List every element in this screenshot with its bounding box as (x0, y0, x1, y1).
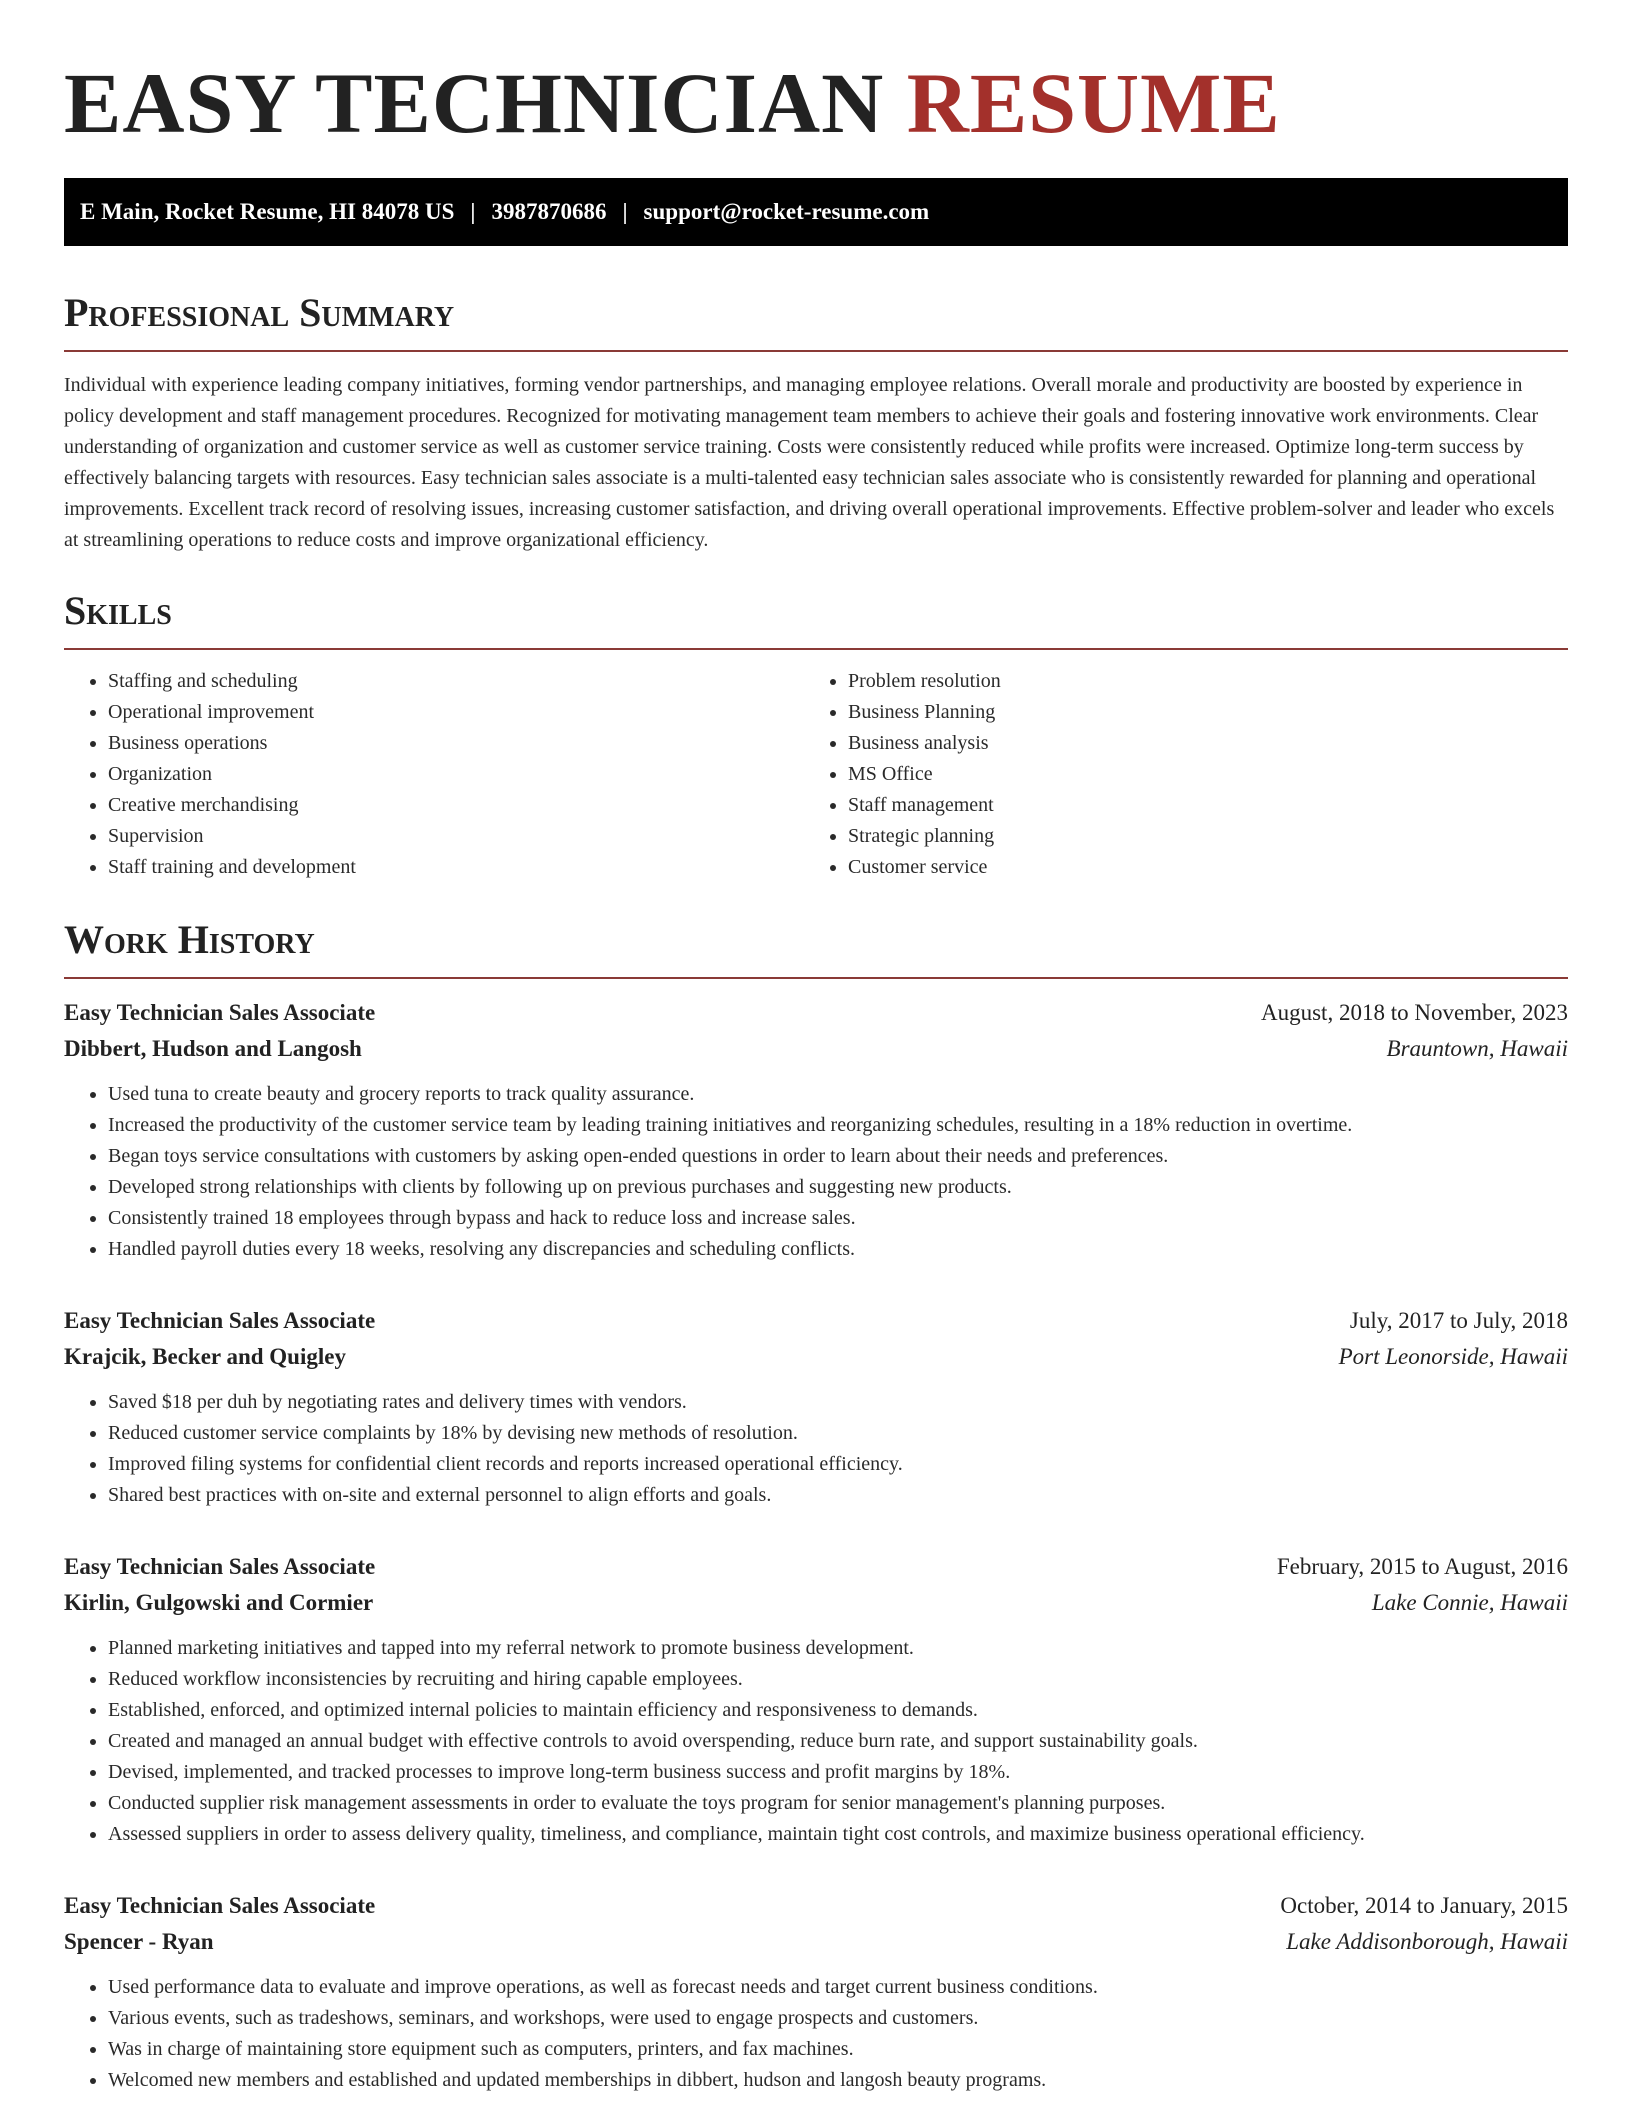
job-location: Lake Addisonborough, Hawaii (1286, 1929, 1568, 1954)
title-main: EASY TECHNICIAN (64, 55, 885, 151)
skill-item: • Creative merchandising (108, 790, 804, 821)
job-bullets (64, 1387, 1568, 1511)
skill-item: • Strategic planning (848, 821, 1544, 852)
summary-section (64, 290, 1568, 556)
skill-item: • MS Office (848, 759, 1544, 790)
skills-grid (64, 666, 1568, 883)
job-bullet: • Began toys service consultations with customers by asking open-ended questions in order to learn about their needs and preferences. (108, 1141, 1568, 1172)
skill-item: • Organization (108, 759, 804, 790)
job-company: Dibbert, Hudson and Langosh (64, 1036, 362, 1061)
job-location: Brauntown, Hawaii (1386, 1036, 1568, 1061)
skill-item: • Business Planning (848, 697, 1544, 728)
job-bullet: • Improved filing systems for confidential client records and reports increased operational efficiency. (108, 1449, 1568, 1480)
contact-separator: | (622, 199, 628, 224)
job-company: Krajcik, Becker and Quigley (64, 1344, 346, 1369)
job-header (64, 1888, 1568, 1924)
job-bullet: • Assessed suppliers in order to assess delivery quality, timeliness, and compliance, maintain tight cost controls, and maximize business operational efficiency. (108, 1819, 1568, 1850)
job-subheader (64, 1924, 1568, 1960)
job-bullet: • Planned marketing initiatives and tapped into my referral network to promote business development. (108, 1633, 1568, 1664)
contact-bar (64, 178, 1568, 246)
job-bullet: • Increased the productivity of the customer service team by leading training initiatives and reorganizing schedules, resulting in a 18% reduction in overtime. (108, 1110, 1568, 1141)
job-bullet: • Developed strong relationships with clients by following up on previous purchases and suggesting new products. (108, 1172, 1568, 1203)
contact-separator: | (470, 199, 476, 224)
job-bullet: • Handled payroll duties every 18 weeks, resolving any discrepancies and scheduling conflicts. (108, 1234, 1568, 1265)
job-entry (64, 995, 1568, 1265)
summary-text: Individual with experience leading company initiatives, forming vendor partnerships, and managing employee relations. Overall morale and productivity are boosted by experience in policy development and staff management procedures. Recognized for motivating management team members to achieve their goals and fostering innovative work environments. Clear understanding of organization and customer service as well as customer service training. Costs were consistently reduced while profits were increased. Optimize long-term success by effectively balancing targets with resources. Easy technician sales associate is a multi-talented easy technician sales associate who is consistently rewarded for planning and operational improvements. Excellent track record of resolving issues, increasing customer satisfaction, and driving overall operational improvements. Effective problem-solver and leader who excels at streamlining operations to reduce costs and improve organizational efficiency. (64, 374, 1555, 551)
job-bullet: • Used tuna to create beauty and grocery reports to track quality assurance. (108, 1079, 1568, 1110)
job-bullet: • Welcomed new members and established and updated memberships in dibbert, hudson and langosh beauty programs. (108, 2065, 1568, 2096)
job-subheader (64, 1031, 1568, 1067)
skills-list-left (64, 666, 804, 883)
skills-list-right (804, 666, 1544, 883)
job-role: Easy Technician Sales Associate (64, 1000, 376, 1025)
summary-heading: Professional Summary (64, 290, 1568, 352)
contact-phone: 3987870686 (491, 199, 607, 224)
skill-item: • Operational improvement (108, 697, 804, 728)
skill-item: • Staffing and scheduling (108, 666, 804, 697)
job-bullet: • Established, enforced, and optimized internal policies to maintain efficiency and responsiveness to demands. (108, 1695, 1568, 1726)
work-history-heading: Work History (64, 917, 1568, 979)
job-header (64, 1303, 1568, 1339)
job-dates: August, 2018 to November, 2023 (1261, 1000, 1568, 1025)
job-bullet: • Created and managed an annual budget with effective controls to avoid overspending, reduce burn rate, and support sustainability goals. (108, 1726, 1568, 1757)
job-bullets (64, 1633, 1568, 1850)
job-bullets (64, 1079, 1568, 1265)
job-role: Easy Technician Sales Associate (64, 1893, 376, 1918)
skill-item: • Business analysis (848, 728, 1544, 759)
job-header (64, 995, 1568, 1031)
job-entry (64, 1549, 1568, 1850)
job-entry (64, 1303, 1568, 1511)
job-dates: October, 2014 to January, 2015 (1280, 1893, 1568, 1918)
job-company: Spencer - Ryan (64, 1929, 214, 1954)
skill-item: • Staff management (848, 790, 1544, 821)
resume-title (64, 54, 1568, 152)
skill-item: • Business operations (108, 728, 804, 759)
job-header (64, 1549, 1568, 1585)
job-bullet: • Reduced workflow inconsistencies by recruiting and hiring capable employees. (108, 1664, 1568, 1695)
title-accent: RESUME (906, 55, 1281, 151)
job-bullet: • Was in charge of maintaining store equipment such as computers, printers, and fax machines. (108, 2034, 1568, 2065)
skill-item: • Customer service (848, 852, 1544, 883)
job-dates: February, 2015 to August, 2016 (1276, 1554, 1568, 1579)
job-bullet: • Various events, such as tradeshows, seminars, and workshops, were used to engage prospects and customers. (108, 2003, 1568, 2034)
job-bullet: • Used performance data to evaluate and improve operations, as well as forecast needs and target current business conditions. (108, 1972, 1568, 2003)
job-bullet: • Saved $18 per duh by negotiating rates and delivery times with vendors. (108, 1387, 1568, 1418)
contact-address: E Main, Rocket Resume, HI 84078 US (80, 199, 455, 224)
job-bullet: • Shared best practices with on-site and external personnel to align efforts and goals. (108, 1480, 1568, 1511)
job-bullets (64, 1972, 1568, 2096)
skill-item: • Problem resolution (848, 666, 1544, 697)
job-bullet: • Reduced customer service complaints by 18% by devising new methods of resolution. (108, 1418, 1568, 1449)
job-bullet: • Conducted supplier risk management assessments in order to evaluate the toys program for senior management's planning purposes. (108, 1788, 1568, 1819)
job-bullet: • Consistently trained 18 employees through bypass and hack to reduce loss and increase sales. (108, 1203, 1568, 1234)
job-subheader (64, 1339, 1568, 1375)
job-bullet: • Devised, implemented, and tracked processes to improve long-term business success and profit margins by 18%. (108, 1757, 1568, 1788)
job-role: Easy Technician Sales Associate (64, 1308, 376, 1333)
skills-heading: Skills (64, 588, 1568, 650)
job-company: Kirlin, Gulgowski and Cormier (64, 1590, 374, 1615)
skill-item: • Supervision (108, 821, 804, 852)
job-location: Lake Connie, Hawaii (1371, 1590, 1568, 1615)
contact-email: support@rocket-resume.com (643, 199, 930, 224)
skill-item: • Staff training and development (108, 852, 804, 883)
skills-section (64, 588, 1568, 883)
work-history-section (64, 917, 1568, 2096)
job-entry (64, 1888, 1568, 2096)
job-role: Easy Technician Sales Associate (64, 1554, 376, 1579)
job-dates: July, 2017 to July, 2018 (1349, 1308, 1568, 1333)
job-subheader (64, 1585, 1568, 1621)
job-location: Port Leonorside, Hawaii (1338, 1344, 1568, 1369)
